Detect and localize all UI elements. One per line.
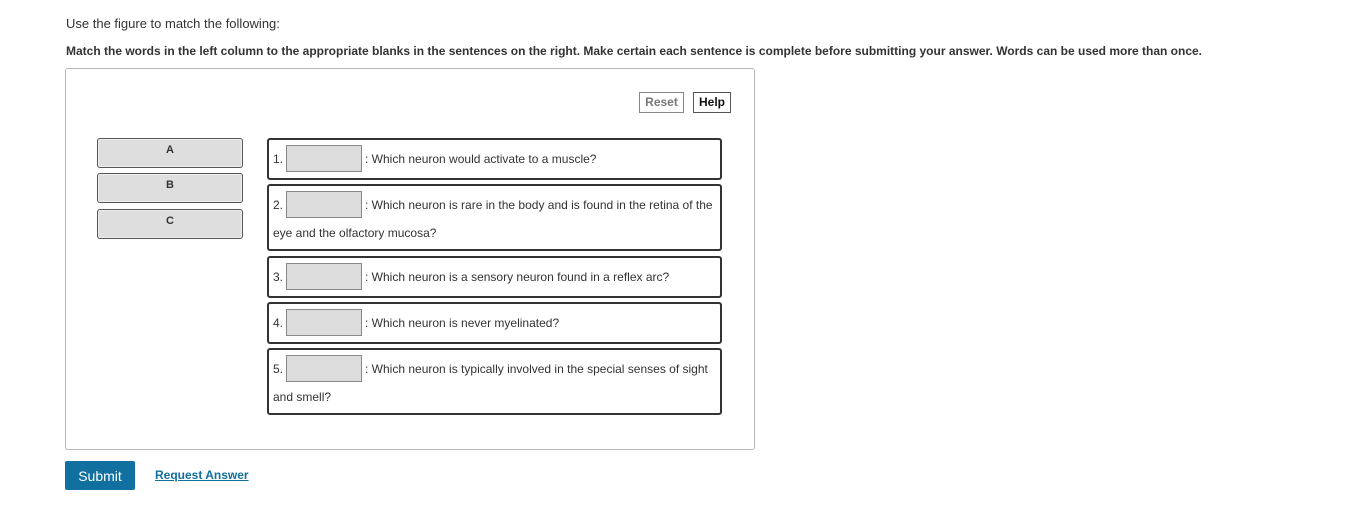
sentence-2 <box>267 184 722 251</box>
word-token-c[interactable] <box>97 209 243 239</box>
sentence-question: : Which neuron is never myelinated? <box>365 316 560 330</box>
sentence-question: : Which neuron is a sensory neuron found in a reflex arc? <box>365 270 670 284</box>
reset-button[interactable]: Reset <box>639 92 684 113</box>
word-token-label: B <box>166 179 174 191</box>
request-answer-link[interactable]: Request Answer <box>155 468 249 482</box>
help-button[interactable]: Help <box>693 92 731 113</box>
submit-button[interactable]: Submit <box>65 461 135 490</box>
sentence-number: 5. <box>273 362 284 376</box>
drop-zone-1[interactable] <box>286 145 362 172</box>
intro-text: Use the figure to match the following: <box>66 16 280 31</box>
sentence-number: 2. <box>273 198 284 212</box>
drop-zone-5[interactable] <box>286 355 362 382</box>
drop-zone-4[interactable] <box>286 309 362 336</box>
instructions-text: Match the words in the left column to the appropriate blanks in the sentences on the right. Make certain each sentence is complete before submitting your answer. Words can be used more than once. <box>66 44 1203 58</box>
sentence-question: : Which neuron would activate to a muscle? <box>365 152 597 166</box>
sentence-question: : Which neuron is rare in the body and is found in the retina of the eye and the olfactory mucosa? <box>273 198 713 240</box>
drop-zone-3[interactable] <box>286 263 362 290</box>
sentence-number: 3. <box>273 270 284 284</box>
sentence-number: 1. <box>273 152 284 166</box>
sentence-5 <box>267 348 722 415</box>
sentence-question: : Which neuron is typically involved in the special senses of sight and smell? <box>273 362 708 404</box>
sentence-1 <box>267 138 722 180</box>
word-token-label: C <box>166 215 174 227</box>
matching-panel <box>65 68 755 450</box>
sentence-3 <box>267 256 722 298</box>
sentence-number: 4. <box>273 316 284 330</box>
sentence-4 <box>267 302 722 344</box>
drop-zone-2[interactable] <box>286 191 362 218</box>
word-token-a[interactable] <box>97 138 243 168</box>
word-token-label: A <box>166 144 174 156</box>
word-token-b[interactable] <box>97 173 243 203</box>
